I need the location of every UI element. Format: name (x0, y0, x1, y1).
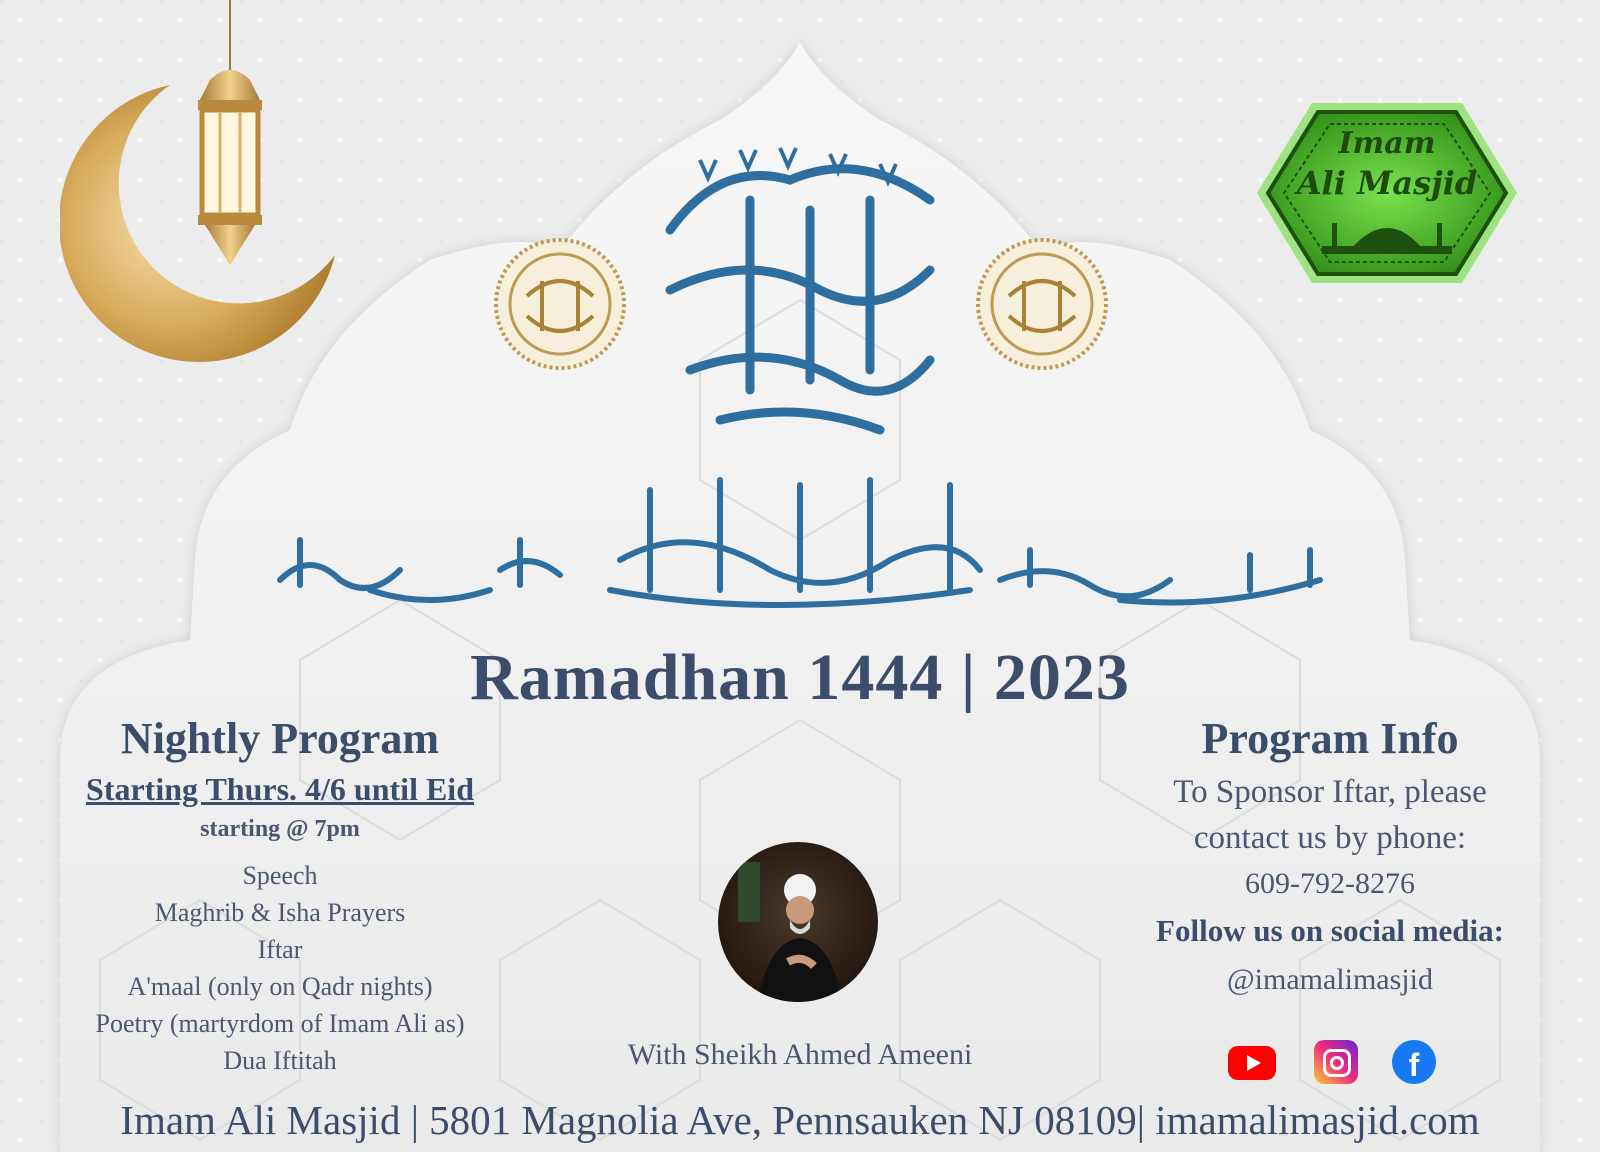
phone-number[interactable]: 609-792-8276 (1245, 867, 1415, 901)
facebook-icon[interactable]: f (1392, 1040, 1436, 1084)
program-info-heading: Program Info (1201, 714, 1459, 763)
list-item: Maghrib & Isha Prayers (154, 898, 406, 928)
list-item: Poetry (martyrdom of Imam Ali as) (95, 1009, 465, 1039)
nightly-program-heading: Nightly Program (120, 714, 440, 763)
speaker-photo (718, 842, 878, 1002)
gold-medallion-right (974, 236, 1110, 372)
ramadan-calligraphy (630, 140, 970, 460)
follow-heading: Follow us on social media: (1156, 913, 1504, 949)
list-item: A'maal (only on Qadr nights) (127, 972, 433, 1002)
list-item: Iftar (257, 935, 303, 965)
list-item: Speech (242, 861, 318, 891)
sponsor-text (1120, 769, 1540, 861)
youtube-icon[interactable] (1228, 1046, 1276, 1080)
crescent-moon-icon (60, 85, 335, 362)
sponsor-line-2: contact us by phone: (1193, 820, 1467, 857)
logo-line-1: Imam (1338, 126, 1436, 161)
gold-medallion-left (492, 236, 628, 372)
logo-line-2: Ali Masjid (1296, 164, 1478, 202)
program-dates: Starting Thurs. 4/6 until Eid (86, 771, 474, 808)
social-icons (1228, 1040, 1448, 1086)
social-handle[interactable]: @imamalimasjid (1227, 963, 1433, 997)
main-title: Ramadhan 1444 | 2023 (470, 641, 1130, 714)
speaker-caption: With Sheikh Ahmed Ameeni (627, 1038, 973, 1071)
program-items-list (60, 857, 500, 1079)
quran-verse-calligraphy (270, 460, 1350, 630)
sponsor-line-1: To Sponsor Iftar, please (1173, 774, 1487, 811)
lantern-icon (198, 0, 262, 265)
instagram-icon[interactable] (1314, 1040, 1358, 1084)
list-item: Dua Iftitah (223, 1046, 337, 1076)
start-time: starting @ 7pm (200, 816, 360, 843)
nightly-program-section (60, 715, 500, 1079)
program-info-section (1120, 715, 1540, 997)
crescent-lantern-illustration (60, 0, 360, 380)
footer-address: Imam Ali Masjid | 5801 Magnolia Ave, Pennsauken NJ 08109| imamalimasjid.com (120, 1097, 1480, 1143)
imam-ali-masjid-logo (1252, 98, 1522, 288)
